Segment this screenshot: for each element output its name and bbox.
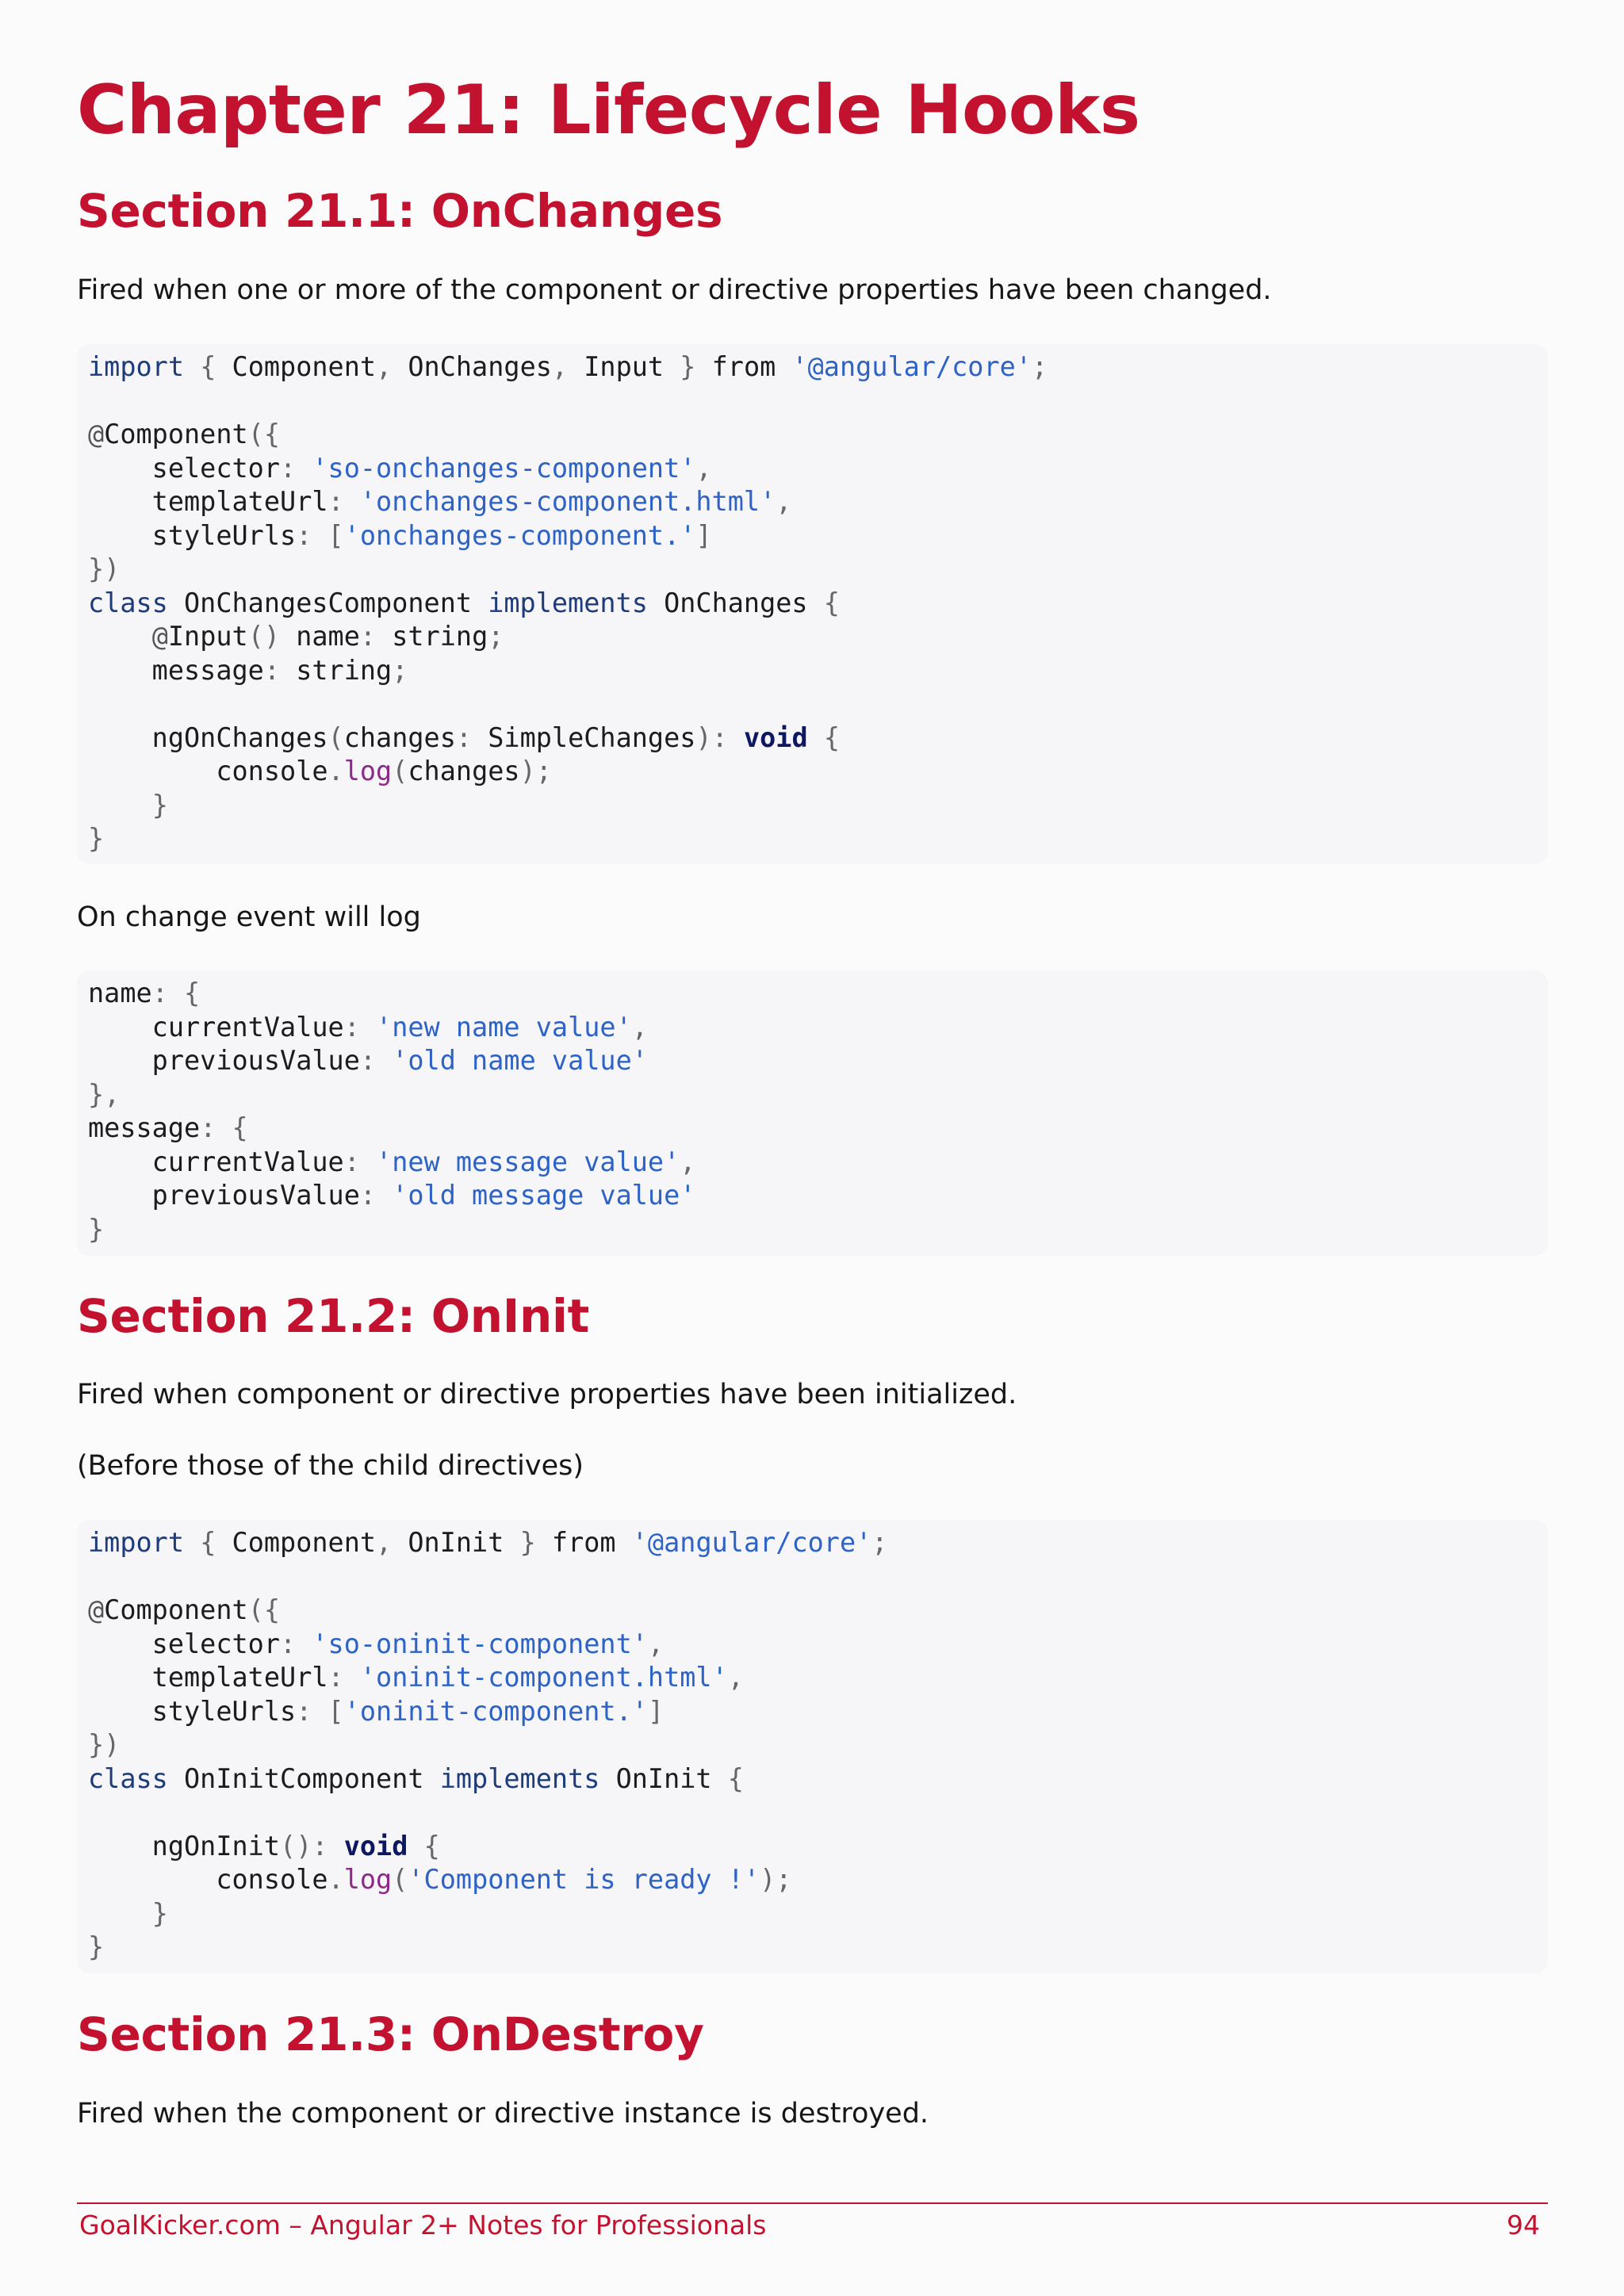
code-line: import { Component, OnInit } from '@angular/core'; (88, 1527, 888, 1558)
code-line: message: string; (88, 654, 408, 686)
code-line: templateUrl: 'oninit-component.html', (88, 1662, 744, 1693)
chapter-title: Chapter 21: Lifecycle Hooks (77, 71, 1140, 150)
footer-source: GoalKicker.com – Angular 2+ Notes for Professionals (79, 2210, 767, 2241)
code-line: previousValue: 'old name value' (88, 1045, 648, 1076)
code-line: selector: 'so-oninit-component', (88, 1628, 665, 1659)
code-block-change-log (77, 970, 1548, 1256)
code-line: currentValue: 'new name value', (88, 1011, 648, 1043)
code-line: @Component({ (88, 1594, 281, 1625)
code-line: console.log('Component is ready !'); (88, 1864, 792, 1895)
section-paragraph: (Before those of the child directives) (77, 1450, 584, 1482)
code-line: ngOnChanges(changes: SimpleChanges): void { (88, 721, 840, 753)
code-line (88, 385, 1548, 419)
code-line: } (88, 1213, 105, 1245)
code-line: class OnChangesComponent implements OnChanges { (88, 587, 840, 618)
section-paragraph: Fired when component or directive properties have been initialized. (77, 1379, 1017, 1410)
page-number: 94 (1507, 2210, 1540, 2241)
code-line: ngOnInit(): void { (88, 1830, 440, 1862)
code-line (88, 687, 1548, 721)
code-line: previousValue: 'old message value' (88, 1180, 696, 1211)
footer-divider (77, 2202, 1548, 2204)
section-paragraph: Fired when the component or directive instance is destroyed. (77, 2098, 929, 2130)
code-line: currentValue: 'new message value', (88, 1146, 696, 1177)
code-line: styleUrls: ['onchanges-component.'] (88, 519, 712, 551)
code-line: @Component({ (88, 419, 281, 450)
code-line: message: { (88, 1112, 248, 1143)
code-block-oninit (77, 1520, 1548, 1973)
code-line: }) (88, 1729, 121, 1760)
code-line (88, 1796, 1548, 1830)
section-paragraph: Fired when one or more of the component or directive properties have been changed. (77, 274, 1272, 306)
code-line: @Input() name: string; (151, 621, 504, 652)
code-line: } (151, 1897, 168, 1929)
code-line: console.log(changes); (88, 756, 552, 786)
code-line: styleUrls: ['oninit-component.'] (88, 1695, 665, 1727)
code-line: import { Component, OnChanges, Input } from '@angular/core'; (88, 351, 1048, 382)
section-title-onchanges: Section 21.1: OnChanges (77, 184, 723, 238)
code-line: name: { (88, 978, 201, 1008)
section-title-oninit: Section 21.2: OnInit (77, 1289, 589, 1343)
code-line: } (151, 789, 168, 821)
code-line: } (88, 1931, 105, 1962)
code-line: }, (88, 1078, 121, 1110)
code-block-onchanges (77, 344, 1548, 864)
code-line: }) (88, 553, 121, 584)
section-title-ondestroy: Section 21.3: OnDestroy (77, 2007, 704, 2061)
code-line: } (88, 823, 105, 854)
code-line: class OnInitComponent implements OnInit { (88, 1762, 744, 1794)
code-line (88, 1560, 1548, 1594)
code-line: templateUrl: 'onchanges-component.html', (88, 486, 792, 517)
section-paragraph: On change event will log (77, 901, 421, 933)
code-line: selector: 'so-onchanges-component', (88, 452, 712, 484)
